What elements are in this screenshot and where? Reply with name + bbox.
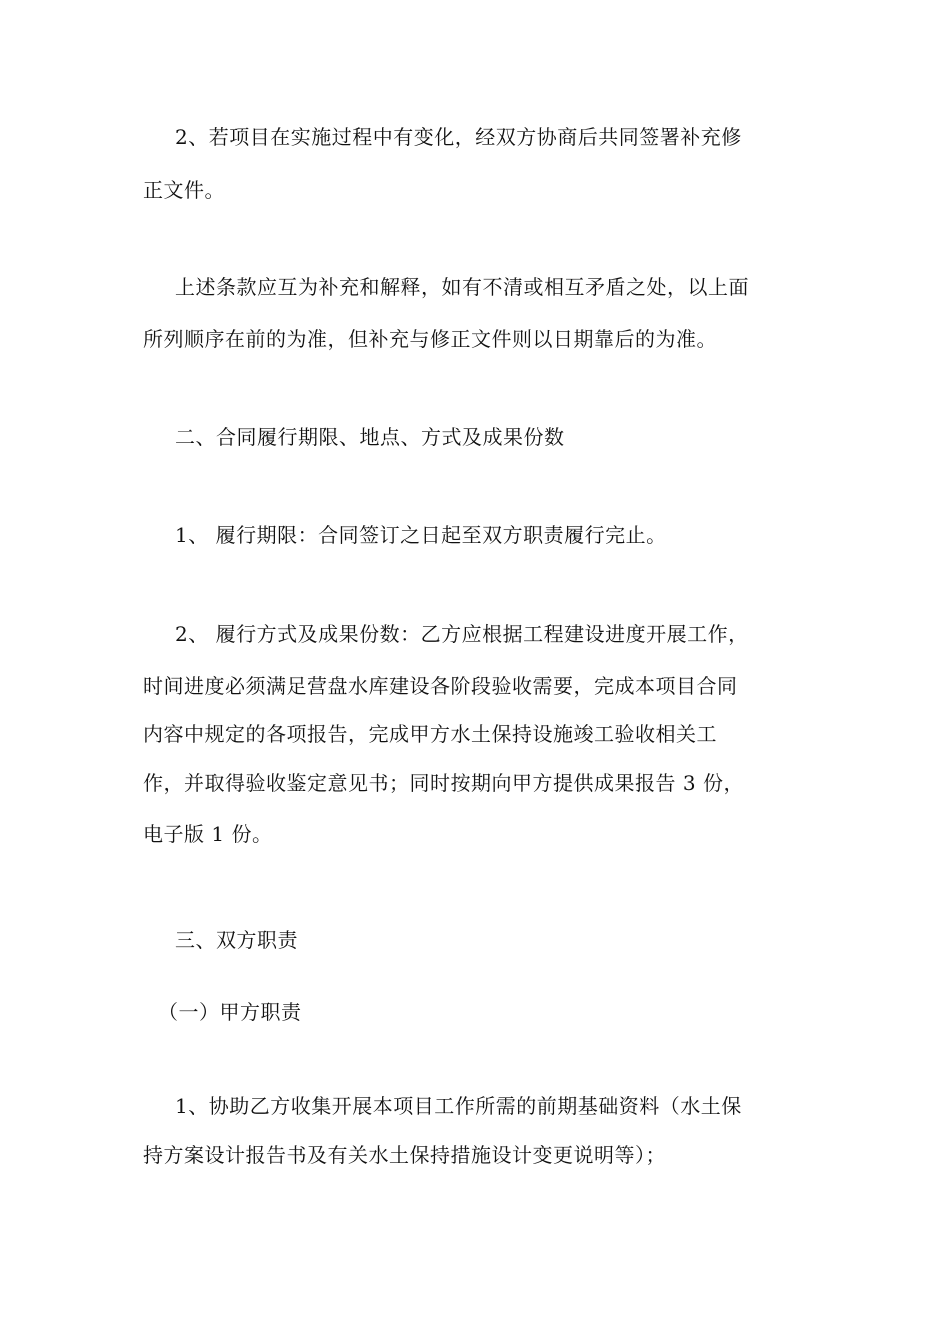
item-performance-method-line-1: 2、 履行方式及成果份数：乙方应根据工程建设进度开展工作， bbox=[175, 622, 749, 646]
item-performance-method-line-4: 作，并取得验收鉴定意见书；同时按期向甲方提供成果报告 3 份， bbox=[143, 771, 744, 795]
item-performance-method-line-5: 电子版 1 份。 bbox=[143, 822, 273, 846]
paragraph-precedence-line-1: 上述条款应互为补充和解释，如有不清或相互矛盾之处，以上面 bbox=[175, 275, 749, 299]
paragraph-revision-line-2: 正文件。 bbox=[143, 178, 225, 202]
item-party-a-duty-line-2: 持方案设计报告书及有关水土保持措施设计变更说明等）； bbox=[143, 1143, 666, 1167]
section-heading-2: 二、合同履行期限、地点、方式及成果份数 bbox=[175, 425, 565, 449]
item-performance-method-line-2: 时间进度必须满足营盘水库建设各阶段验收需要，完成本项目合同 bbox=[143, 674, 738, 698]
subsection-heading-party-a: （一）甲方职责 bbox=[158, 1000, 302, 1024]
item-performance-method-line-3: 内容中规定的各项报告，完成甲方水土保持设施竣工验收相关工 bbox=[143, 722, 717, 746]
section-heading-3: 三、双方职责 bbox=[175, 928, 298, 952]
paragraph-precedence-line-2: 所列顺序在前的为准，但补充与修正文件则以日期靠后的为准。 bbox=[143, 327, 717, 351]
item-party-a-duty-line-1: 1、协助乙方收集开展本项目工作所需的前期基础资料（水土保 bbox=[175, 1094, 742, 1118]
item-performance-period: 1、 履行期限：合同签订之日起至双方职责履行完止。 bbox=[175, 523, 667, 547]
paragraph-revision-line-1: 2、若项目在实施过程中有变化，经双方协商后共同签署补充修 bbox=[175, 125, 742, 149]
